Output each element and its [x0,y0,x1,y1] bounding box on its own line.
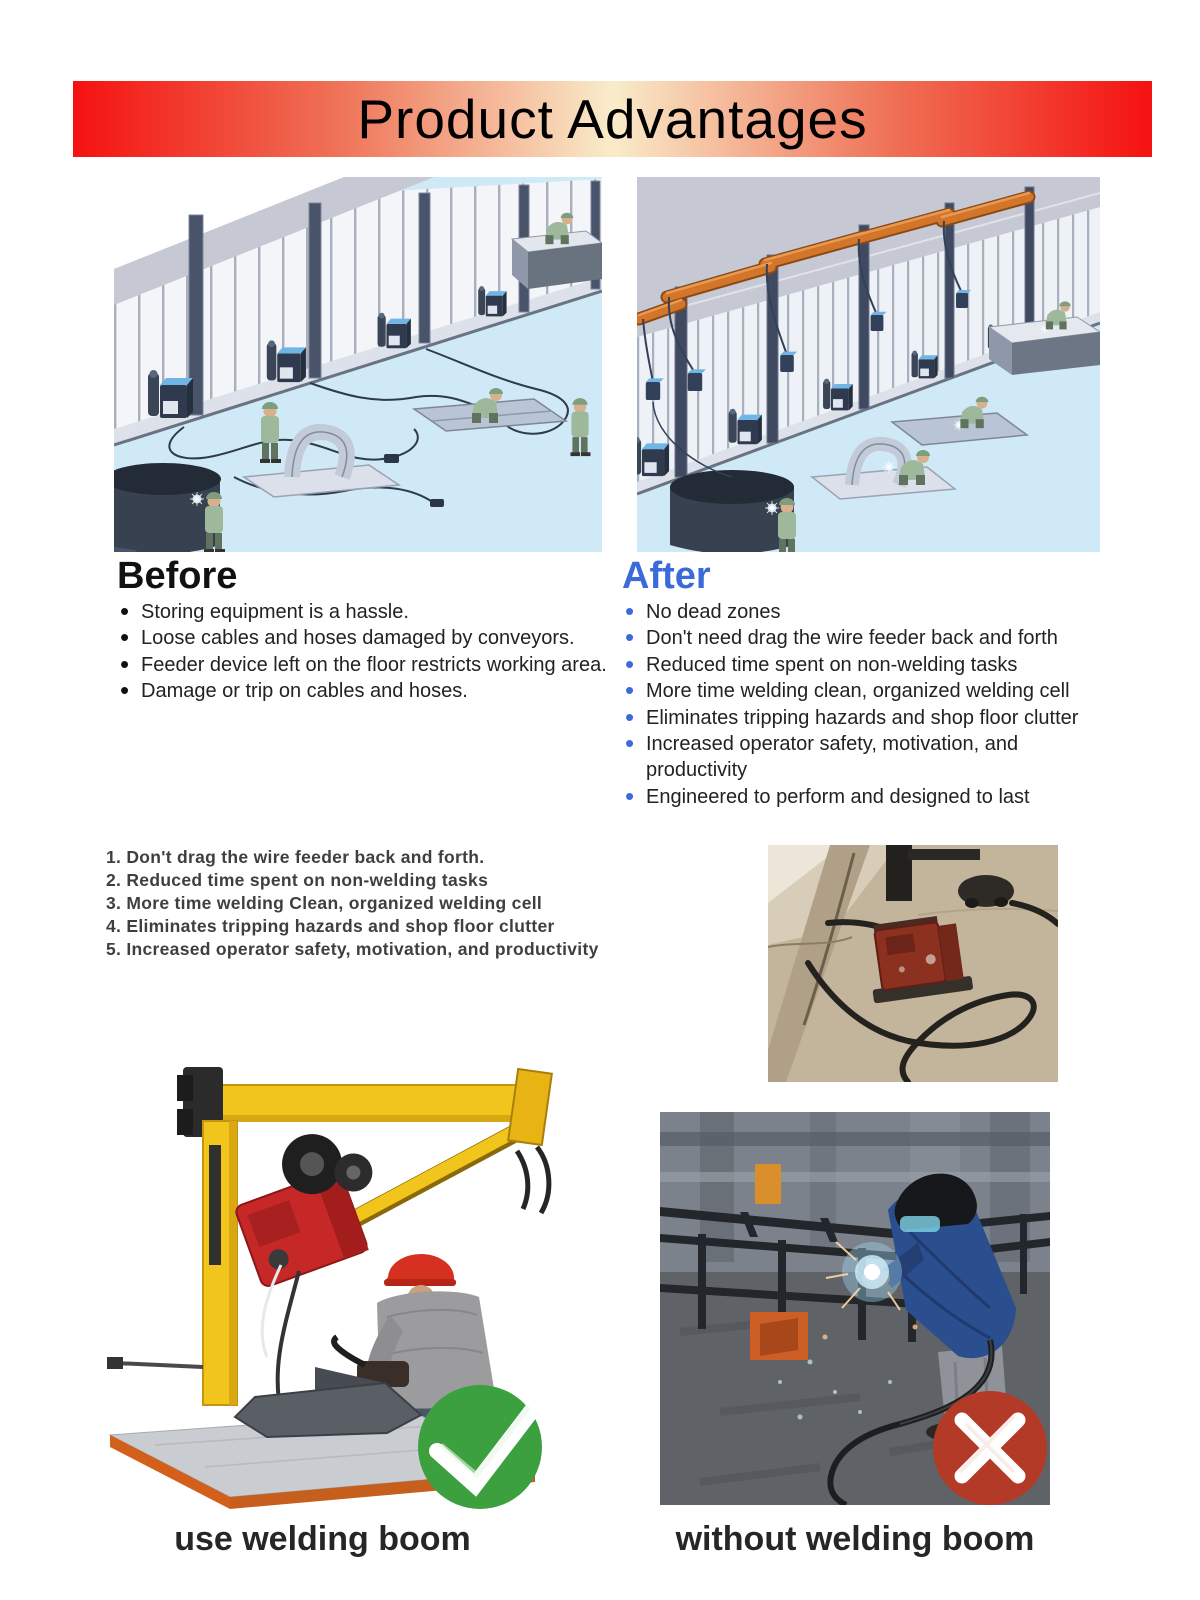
after-item: • Increased operator safety, motivation, and productivity [622,731,1122,784]
before-item: • Loose cables and hoses damaged by conveyors. [117,625,662,651]
after-item: • Eliminates tripping hazards and shop floor clutter [622,705,1122,731]
before-item: • Feeder device left on the floor restricts working area. [117,652,662,678]
before-heading: Before [117,555,238,597]
note-item: 4. Eliminates tripping hazards and shop floor clutter [106,916,555,936]
note-item: 2. Reduced time spent on non-welding tasks [106,870,489,890]
after-item: • Don't need drag the wire feeder back and forth [622,625,1122,651]
after-illustration [637,177,1100,552]
welder-without-boom-photo [660,1112,1050,1505]
note-item: 5. Increased operator safety, motivation, and productivity [106,939,599,959]
numbered-notes [106,846,666,961]
after-heading: After [622,555,711,597]
feeder-on-floor-photo [768,845,1058,1082]
caption-use-welding-boom: use welding boom [174,1520,471,1558]
check-icon [418,1385,542,1509]
caption-without-welding-boom: without welding boom [675,1520,1035,1558]
x-icon [933,1391,1047,1505]
after-item: • Engineered to perform and designed to last [622,784,1122,810]
after-item: • Reduced time spent on non-welding tasks [622,652,1122,678]
before-illustration [114,177,602,552]
before-list [117,599,662,705]
note-item: 1. Don't drag the wire feeder back and forth. [106,847,485,867]
page-title: Product Advantages [357,88,868,150]
after-item: • No dead zones [622,599,1122,625]
note-item: 3. More time welding Clean, organized welding cell [106,893,543,913]
title-banner [73,81,1152,157]
before-item: • Damage or trip on cables and hoses. [117,678,662,704]
after-list [622,599,1122,810]
before-item: • Storing equipment is a hassle. [117,599,662,625]
after-item: • More time welding clean, organized welding cell [622,678,1122,704]
welding-boom-photo [85,1065,560,1515]
